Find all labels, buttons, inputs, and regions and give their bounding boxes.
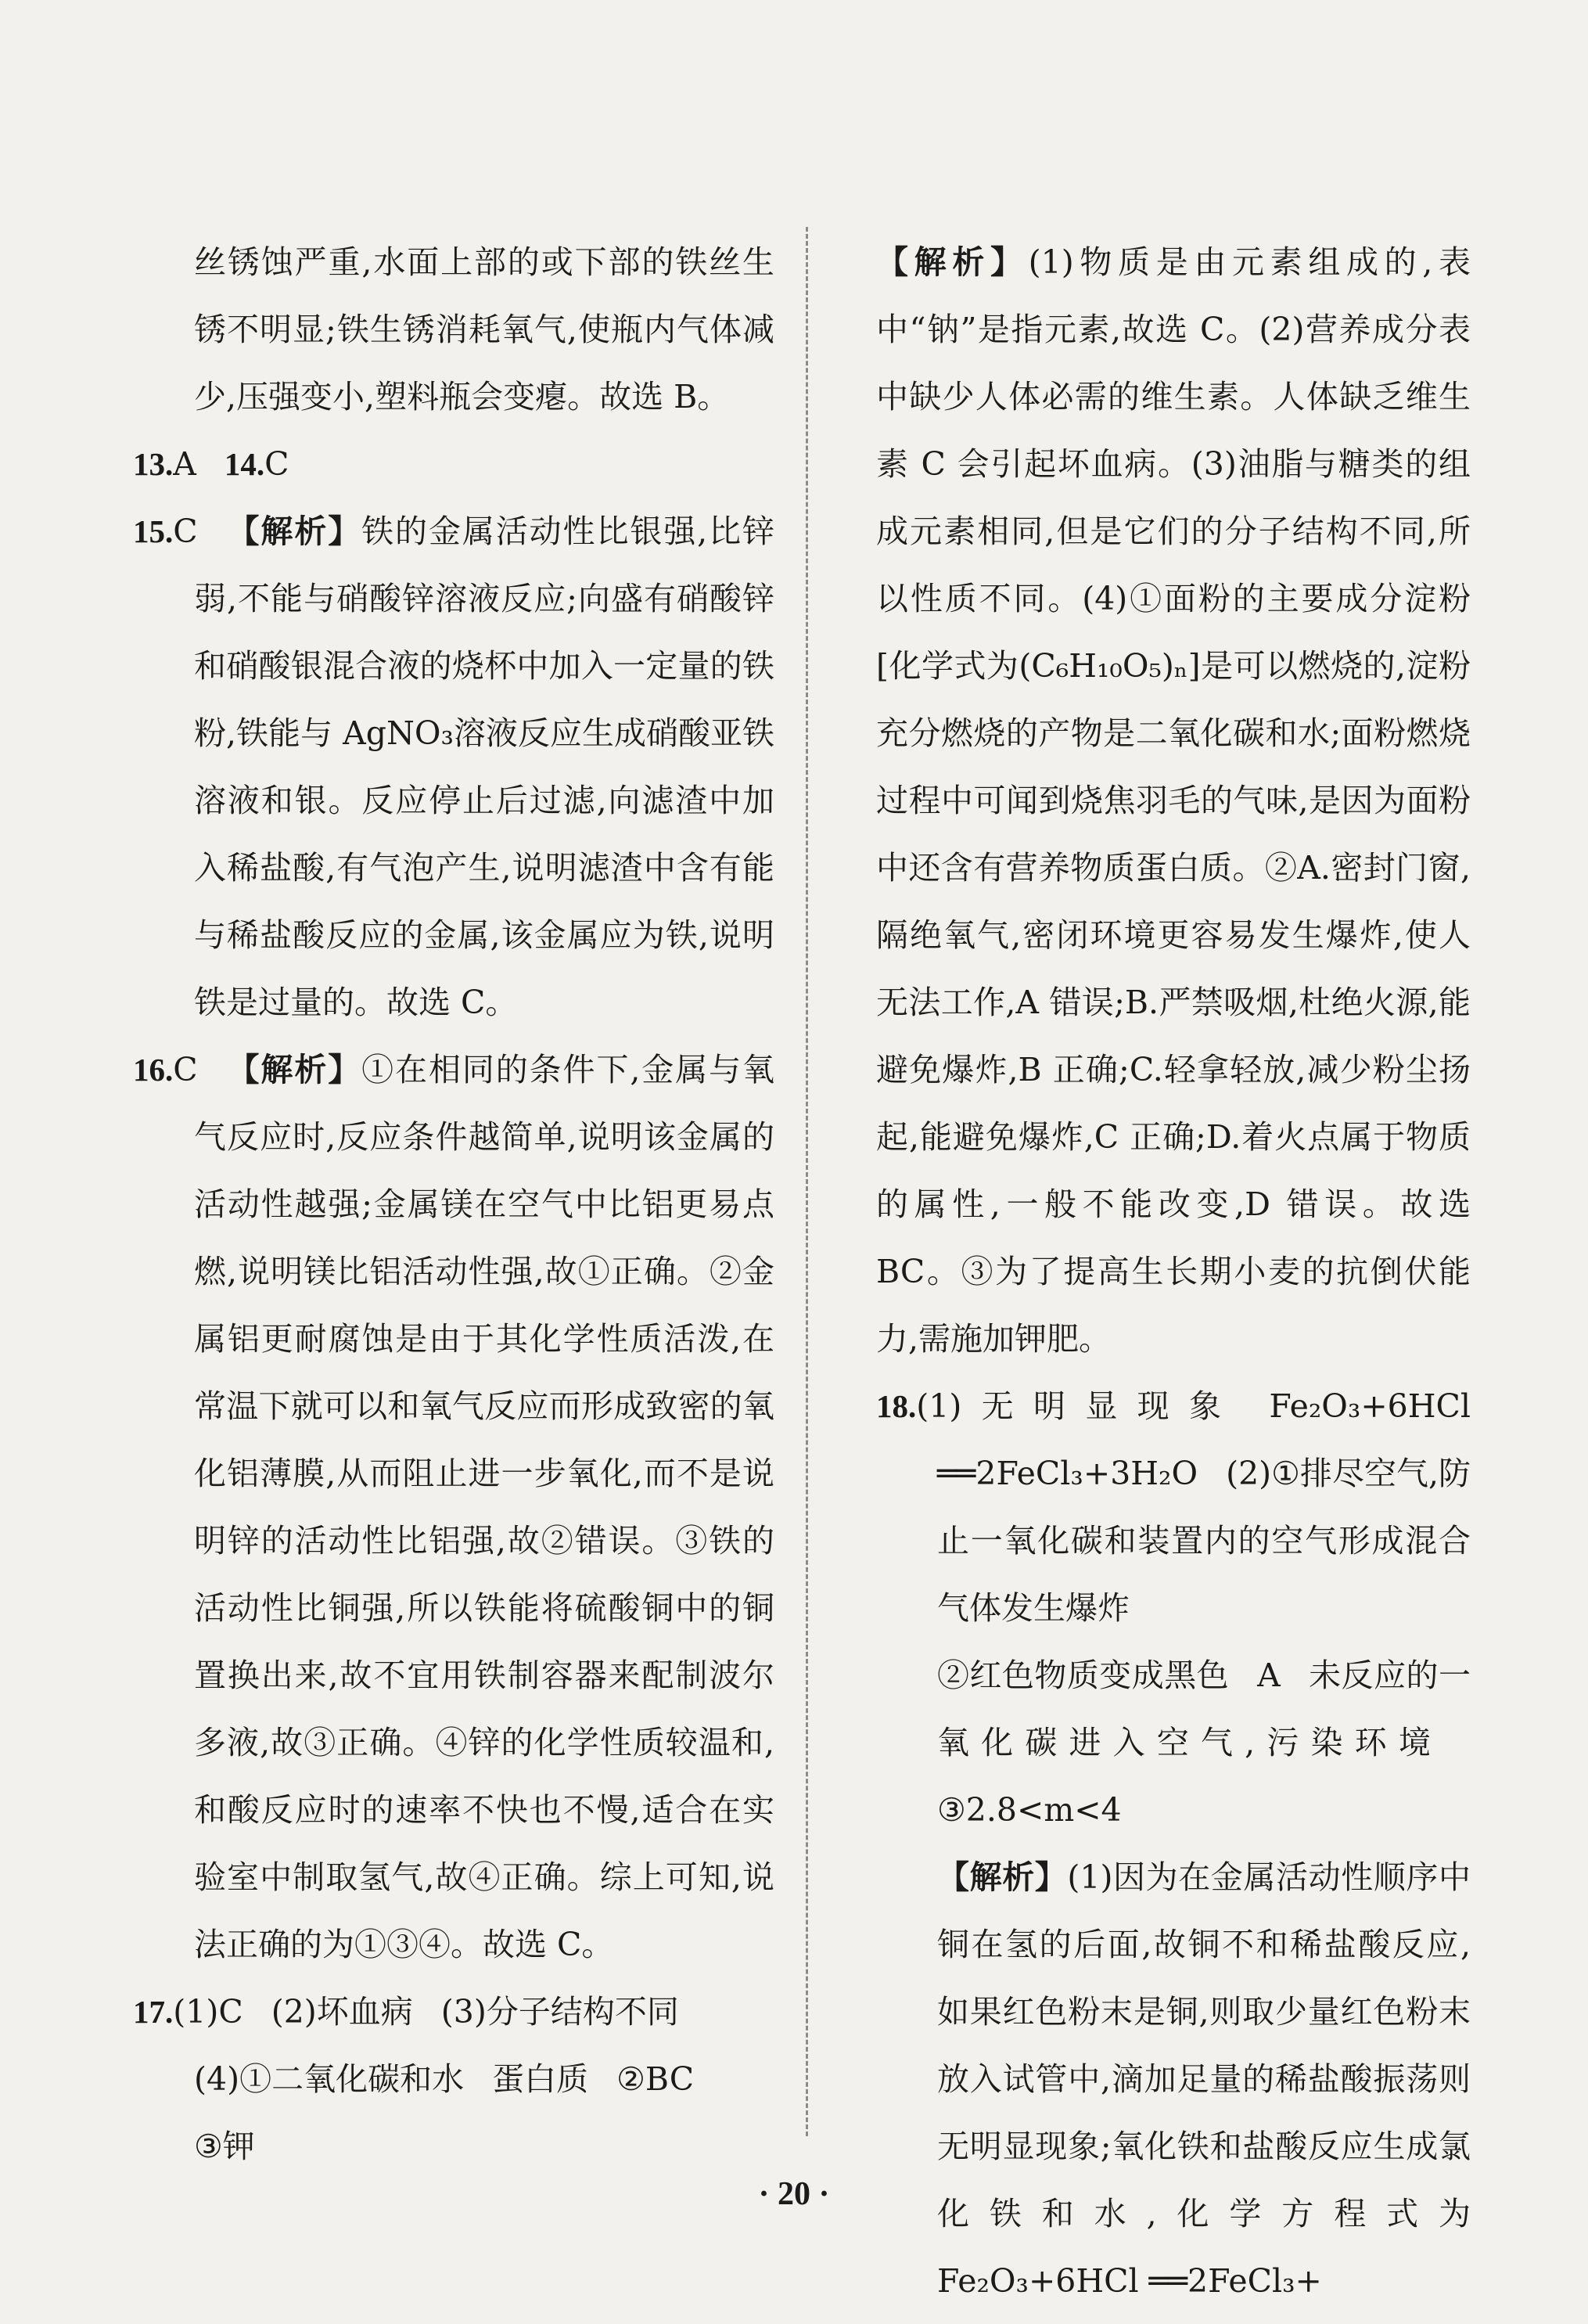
q16-answer — [133, 1036, 774, 1978]
q17-answer — [133, 1978, 774, 2180]
answer-text: C — [173, 513, 198, 550]
answer-text: ③2.8<m<4 — [937, 1791, 1122, 1829]
answer-text: A — [1257, 1657, 1281, 1694]
q18-analysis — [876, 1844, 1471, 2315]
analysis-tag: 【解析】 — [225, 1051, 362, 1088]
analysis-text: (1)物质是由元素组成的,表中“钠”是指元素,故选 C。(2)营养成分表中缺少人体必需的维生素。人体缺乏维生素 C 会引起坏血病。(3)油脂与糖类的组成元素相同,但是它们的分子结构不同,所以性质不同。(4)①面粉的主要成分淀粉[化学式为(C₆H₁₀O₅)ₙ]是可以燃烧的,淀粉充分燃烧的产物是二氧化碳和水;面粉燃烧过程中可闻到烧焦羽毛的气味,是因为面粉中还含有营养物质蛋白质。②A.密封门窗,隔绝氧气,密闭环境更容易发生爆炸,使人无法工作,A 错误;B.严禁吸烟,杜绝火源,能避免爆炸,B 正确;C.轻拿轻放,减少粉尘扬起,能避免爆炸,C 正确;D.着火点属于物质的属性,一般不能改变,D 错误。故选 BC。③为了提高生长期小麦的抗倒伏能力,需施加钾肥。 — [876, 243, 1471, 1358]
page-number: · 20 · — [758, 2176, 830, 2212]
chemical-equation: Fe₂O₃+6HCl ══2FeCl₃+3H₂O — [937, 1387, 1471, 1492]
answer-text: (1)无明显现象 — [916, 1387, 1241, 1425]
column-divider — [806, 227, 808, 2136]
q12-continuation — [133, 228, 774, 430]
q15-answer — [133, 498, 774, 1036]
answer-text: 未反应的一氧化碳进入空气,污染环境 — [937, 1657, 1471, 1761]
answer-text: ②BC — [616, 2060, 695, 2098]
answer-text: C — [264, 445, 289, 483]
answer-text: (2)①排尽空气,防止一氧化碳和装置内的空气形成混合气体发生爆炸 — [937, 1455, 1471, 1627]
analysis-tag: 【解析】 — [225, 513, 362, 550]
q17-analysis — [876, 228, 1471, 1372]
answer-text: 蛋白质 — [492, 2060, 589, 2098]
answer-text: (2)坏血病 — [271, 1993, 413, 2031]
paragraph-text: 丝锈蚀严重,水面上部的或下部的铁丝生锈不明显;铁生锈消耗氧气,使瓶内气体减少,压强变小,塑料瓶会变瘪。故选 B。 — [194, 243, 774, 416]
question-number: 17. — [133, 1994, 174, 2030]
q13-14-answers — [133, 430, 774, 498]
analysis-text: ①在相同的条件下,金属与氧气反应时,反应条件越简单,说明该金属的活动性越强;金属镁在空气中比铝更易点燃,说明镁比铝活动性强,故①正确。②金属铝更耐腐蚀是由于其化学性质活泼,在常温下就可以和氧气反应而形成致密的氧化铝薄膜,从而阻止进一步氧化,而不是说明锌的活动性比铝强,故②错误。③铁的活动性比铜强,所以铁能将硫酸铜中的铜置换出来,故不宜用铁制容器来配制波尔多液,故③正确。④锌的化学性质较温和,和酸反应时的速率不快也不慢,适合在实验室中制取氢气,故④正确。综上可知,说法正确的为①③④。故选 C。 — [194, 1051, 774, 1963]
answer-text: (4)①二氧化碳和水 — [194, 2060, 465, 2098]
q18-answer — [876, 1372, 1471, 1844]
question-number: 15. — [133, 513, 174, 549]
answer-text: ③钾 — [194, 2128, 255, 2165]
answer-text: (3)分子结构不同 — [440, 1993, 679, 2031]
right-column — [876, 228, 1471, 2315]
analysis-text: 铁的金属活动性比银强,比锌弱,不能与硝酸锌溶液反应;向盛有硝酸锌和硝酸银混合液的烧杯中加入一定量的铁粉,铁能与 AgNO₃溶液反应生成硝酸亚铁溶液和银。反应停止后过滤,向滤渣中加入稀盐酸,有气泡产生,说明滤渣中含有能与稀盐酸反应的金属,该金属应为铁,说明铁是过量的。故选 C。 — [194, 513, 774, 1021]
question-number: 18. — [876, 1388, 917, 1424]
question-number: 16. — [133, 1052, 174, 1088]
left-column — [133, 228, 774, 2180]
answer-text: C — [173, 1051, 198, 1088]
question-number: 14. — [224, 446, 265, 482]
answer-text: ②红色物质变成黑色 — [937, 1657, 1230, 1694]
answer-text: (1)C — [173, 1993, 243, 2031]
analysis-tag: 【解析】 — [876, 243, 1029, 281]
analysis-tag: 【解析】 — [937, 1858, 1068, 1896]
question-number: 13. — [133, 446, 174, 482]
answer-text: A — [173, 445, 196, 483]
analysis-text: (1)因为在金属活动性顺序中铜在氢的后面,故铜不和稀盐酸反应,如果红色粉末是铜,则取少量红色粉末放入试管中,滴加足量的稀盐酸振荡则无明显现象;氧化铁和盐酸反应生成氯化铁和水,化学方程式为 Fe₂O₃+6HCl ══2FeCl₃+ — [937, 1858, 1471, 2300]
